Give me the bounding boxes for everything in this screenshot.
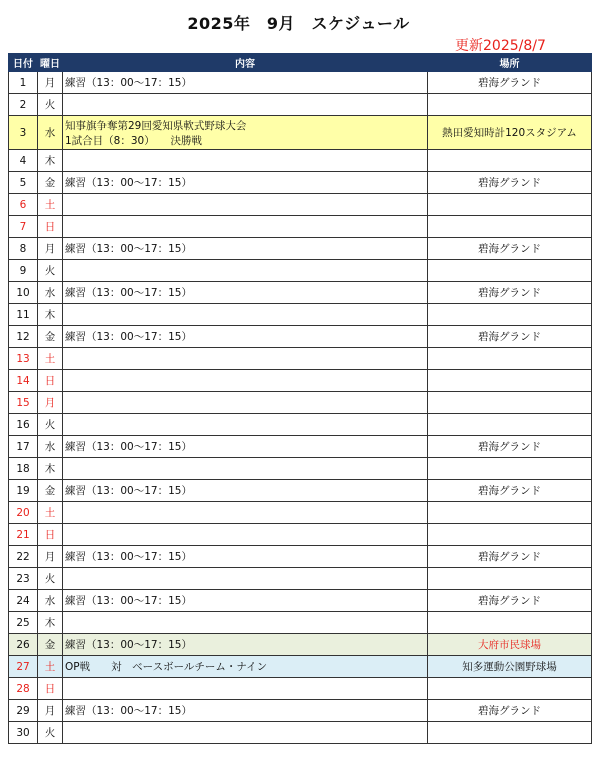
table-row [9, 568, 592, 590]
header-row [9, 54, 592, 72]
table-row [9, 238, 592, 260]
content-cell [63, 612, 428, 634]
place-cell: 熱田愛知時計120スタジアム [428, 116, 592, 150]
content-cell [63, 326, 428, 348]
table-row [9, 590, 592, 612]
weekday-cell: 金 [38, 634, 63, 656]
weekday-cell: 火 [38, 568, 63, 590]
place-cell [428, 348, 592, 370]
place-cell [428, 458, 592, 480]
content-cell [63, 94, 428, 116]
place-cell [428, 722, 592, 744]
place-cell: 碧海グランド [428, 436, 592, 458]
table-row [9, 612, 592, 634]
place-cell [428, 392, 592, 414]
day-cell: 29 [9, 700, 38, 722]
weekday-cell: 木 [38, 304, 63, 326]
weekday-cell: 金 [38, 480, 63, 502]
place-cell [428, 150, 592, 172]
content-text: 練習（13：00〜17：15） [65, 331, 192, 343]
weekday-cell: 日 [38, 524, 63, 546]
table-row [9, 72, 592, 94]
header-day: 日付 [9, 54, 38, 72]
weekday-cell: 水 [38, 436, 63, 458]
day-cell: 15 [9, 392, 38, 414]
day-cell: 22 [9, 546, 38, 568]
place-cell [428, 304, 592, 326]
place-cell: 碧海グランド [428, 72, 592, 94]
day-cell: 24 [9, 590, 38, 612]
content-text: 練習（13：00〜17：15） [65, 705, 192, 717]
content-cell [63, 348, 428, 370]
weekday-cell: 金 [38, 172, 63, 194]
table-row [9, 116, 592, 150]
content-cell [63, 116, 428, 150]
content-text: 練習（13：00〜17：15） [65, 77, 192, 89]
content-cell [63, 72, 428, 94]
place-cell [428, 568, 592, 590]
content-cell [63, 216, 428, 238]
content-cell [63, 546, 428, 568]
table-row [9, 458, 592, 480]
content-cell [63, 370, 428, 392]
weekday-cell: 火 [38, 260, 63, 282]
day-cell: 30 [9, 722, 38, 744]
table-row [9, 194, 592, 216]
content-cell [63, 568, 428, 590]
weekday-cell: 土 [38, 502, 63, 524]
day-cell: 23 [9, 568, 38, 590]
day-cell: 12 [9, 326, 38, 348]
table-row [9, 216, 592, 238]
schedule-table [8, 53, 592, 744]
day-cell: 10 [9, 282, 38, 304]
weekday-cell: 月 [38, 72, 63, 94]
day-cell: 8 [9, 238, 38, 260]
table-row [9, 282, 592, 304]
place-cell [428, 216, 592, 238]
content-cell [63, 458, 428, 480]
weekday-cell: 月 [38, 700, 63, 722]
day-cell: 19 [9, 480, 38, 502]
day-cell: 7 [9, 216, 38, 238]
content-cell [63, 238, 428, 260]
day-cell: 20 [9, 502, 38, 524]
place-cell: 大府市民球場 [428, 634, 592, 656]
day-cell: 4 [9, 150, 38, 172]
weekday-cell: 木 [38, 458, 63, 480]
table-row [9, 546, 592, 568]
table-row [9, 326, 592, 348]
content-text: 練習（13：00〜17：15） [65, 177, 192, 189]
day-cell: 28 [9, 678, 38, 700]
weekday-cell: 火 [38, 414, 63, 436]
header-place: 場所 [428, 54, 592, 72]
place-cell: 碧海グランド [428, 700, 592, 722]
place-cell [428, 524, 592, 546]
place-cell: 碧海グランド [428, 238, 592, 260]
content-text: OP戦 対 ベースボールチーム・ナイン [65, 661, 268, 673]
weekday-cell: 水 [38, 116, 63, 150]
day-cell: 13 [9, 348, 38, 370]
day-cell: 6 [9, 194, 38, 216]
day-cell: 21 [9, 524, 38, 546]
content-text: 練習（13：00〜17：15） [65, 551, 192, 563]
content-cell [63, 260, 428, 282]
content-cell [63, 480, 428, 502]
content-text: 練習（13：00〜17：15） [65, 485, 192, 497]
place-cell: 碧海グランド [428, 172, 592, 194]
content-cell [63, 304, 428, 326]
table-row [9, 370, 592, 392]
content-cell [63, 172, 428, 194]
place-cell [428, 678, 592, 700]
place-cell: 知多運動公園野球場 [428, 656, 592, 678]
day-cell: 16 [9, 414, 38, 436]
content-cell [63, 194, 428, 216]
place-cell [428, 370, 592, 392]
place-cell: 碧海グランド [428, 590, 592, 612]
content-cell [63, 700, 428, 722]
content-text: 知事旗争奪第29回愛知県軟式野球大会 [65, 119, 247, 132]
table-row [9, 722, 592, 744]
table-row [9, 634, 592, 656]
weekday-cell: 水 [38, 590, 63, 612]
content-text: 練習（13：00〜17：15） [65, 287, 192, 299]
table-row [9, 150, 592, 172]
weekday-cell: 月 [38, 392, 63, 414]
content-cell [63, 678, 428, 700]
content-text: 練習（13：00〜17：15） [65, 639, 192, 651]
place-cell [428, 260, 592, 282]
weekday-cell: 日 [38, 370, 63, 392]
place-cell [428, 414, 592, 436]
day-cell: 14 [9, 370, 38, 392]
table-row [9, 260, 592, 282]
table-row [9, 678, 592, 700]
table-row [9, 172, 592, 194]
place-cell [428, 94, 592, 116]
content-cell [63, 502, 428, 524]
weekday-cell: 木 [38, 150, 63, 172]
day-cell: 2 [9, 94, 38, 116]
table-row [9, 502, 592, 524]
header-content: 内容 [63, 54, 428, 72]
content-text: 練習（13：00〜17：15） [65, 441, 192, 453]
table-row [9, 524, 592, 546]
weekday-cell: 水 [38, 282, 63, 304]
place-cell: 碧海グランド [428, 326, 592, 348]
content-cell [63, 150, 428, 172]
header-weekday: 曜日 [38, 54, 63, 72]
weekday-cell: 月 [38, 546, 63, 568]
content-cell [63, 282, 428, 304]
content-cell [63, 590, 428, 612]
weekday-cell: 火 [38, 722, 63, 744]
page-title: 2025年 9月 スケジュール [187, 14, 410, 33]
table-row [9, 480, 592, 502]
content-text: 練習（13：00〜17：15） [65, 243, 192, 255]
weekday-cell: 火 [38, 94, 63, 116]
day-cell: 11 [9, 304, 38, 326]
schedule-body [9, 72, 592, 744]
table-row [9, 436, 592, 458]
table-row [9, 348, 592, 370]
content-cell [63, 392, 428, 414]
day-cell: 9 [9, 260, 38, 282]
table-row [9, 656, 592, 678]
day-cell: 26 [9, 634, 38, 656]
content-text: 練習（13：00〜17：15） [65, 595, 192, 607]
table-row [9, 414, 592, 436]
place-cell [428, 194, 592, 216]
weekday-cell: 土 [38, 348, 63, 370]
content-text-line2: 1試合目（8：30） 決勝戦 [65, 134, 202, 147]
place-cell: 碧海グランド [428, 546, 592, 568]
weekday-cell: 月 [38, 238, 63, 260]
place-cell: 碧海グランド [428, 480, 592, 502]
day-cell: 3 [9, 116, 38, 150]
content-cell [63, 634, 428, 656]
day-cell: 5 [9, 172, 38, 194]
table-row [9, 392, 592, 414]
weekday-cell: 土 [38, 656, 63, 678]
update-date: 更新2025/8/7 [455, 38, 546, 54]
table-row [9, 304, 592, 326]
day-cell: 27 [9, 656, 38, 678]
weekday-cell: 日 [38, 678, 63, 700]
place-cell: 碧海グランド [428, 282, 592, 304]
weekday-cell: 日 [38, 216, 63, 238]
day-cell: 1 [9, 72, 38, 94]
weekday-cell: 木 [38, 612, 63, 634]
day-cell: 17 [9, 436, 38, 458]
table-row [9, 94, 592, 116]
place-cell [428, 502, 592, 524]
place-cell [428, 612, 592, 634]
content-cell [63, 722, 428, 744]
day-cell: 18 [9, 458, 38, 480]
day-cell: 25 [9, 612, 38, 634]
content-cell [63, 524, 428, 546]
weekday-cell: 土 [38, 194, 63, 216]
weekday-cell: 金 [38, 326, 63, 348]
content-cell [63, 656, 428, 678]
content-cell [63, 436, 428, 458]
content-cell [63, 414, 428, 436]
table-row [9, 700, 592, 722]
